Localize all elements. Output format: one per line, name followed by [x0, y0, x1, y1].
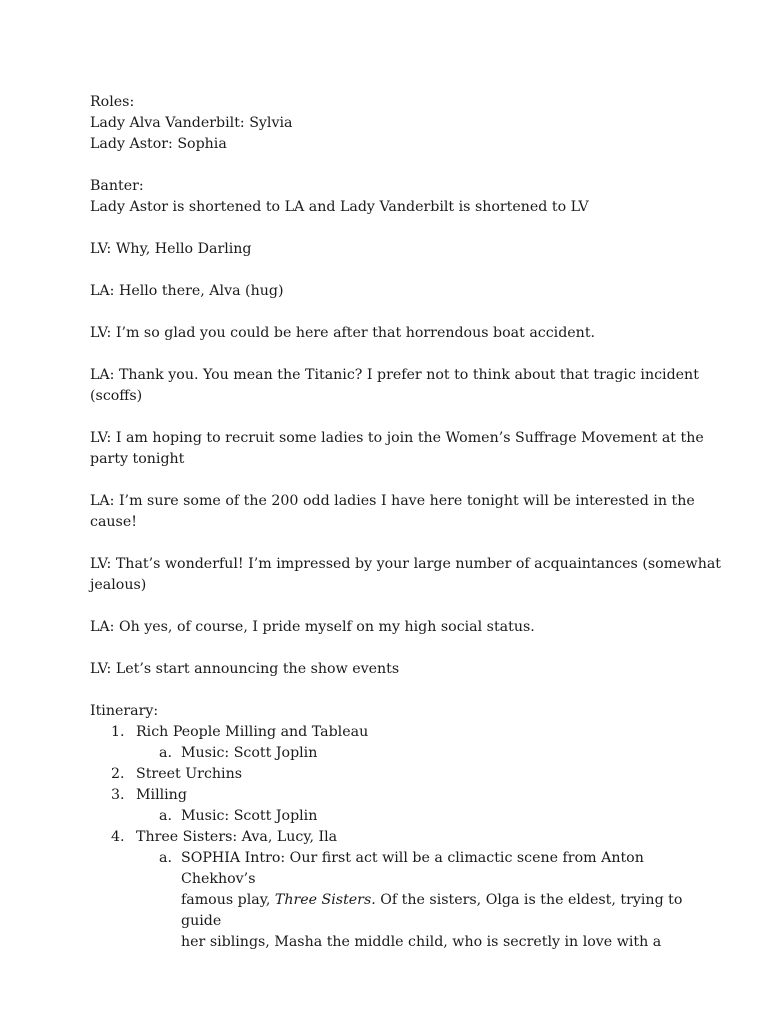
list-number: 1.: [111, 724, 125, 740]
dialogue-line: LV: That’s wonderful! I’m impressed by your large number of acquaintances (somewhat: [90, 556, 721, 572]
dialogue-line: LA: Hello there, Alva (hug): [90, 283, 284, 299]
dialogue-line: LA: Oh yes, of course, I pride myself on my high social status.: [90, 619, 535, 635]
dialogue-line: LV: I’m so glad you could be here after that horrendous boat accident.: [90, 325, 596, 341]
list-item-text: Milling: [136, 787, 187, 803]
role-line-astor: Lady Astor: Sophia: [90, 136, 227, 152]
intro-line-2-start: famous play,: [181, 892, 275, 908]
roles-section: [90, 92, 690, 155]
list-number: 4.: [111, 829, 125, 845]
sub-list-item-text: Music: Scott Joplin: [181, 745, 318, 761]
list-item-text: Three Sisters: Ava, Lucy, Ila: [136, 829, 338, 845]
sub-list-letter: a.: [159, 745, 172, 761]
role-line-vanderbilt: Lady Alva Vanderbilt: Sylvia: [90, 115, 293, 131]
list-item: [90, 764, 690, 785]
intro-line-2-end: Of the sisters, Olga is the eldest, trying to guide: [181, 892, 683, 929]
intro-line-3: her siblings, Masha the middle child, who is secretly in love with a: [181, 934, 662, 950]
dialogue-line: LV: Let’s start announcing the show events: [90, 661, 400, 677]
sub-list-item-intro: [90, 848, 690, 953]
list-number: 2.: [111, 766, 125, 782]
dialogue-line-continued: jealous): [90, 577, 147, 593]
list-item: [90, 827, 690, 848]
itinerary-heading: Itinerary:: [90, 703, 159, 719]
dialogue-line-continued: (scoffs): [90, 388, 143, 404]
dialogue-line-continued: cause!: [90, 514, 137, 530]
sub-list-item: [90, 743, 690, 764]
sub-list-item: [90, 806, 690, 827]
intro-line-2: [90, 890, 690, 932]
dialogue-line-continued: party tonight: [90, 451, 185, 467]
sub-list-letter: a.: [159, 850, 172, 866]
dialogue-paragraph: [90, 554, 721, 596]
dialogue-line: LV: I am hoping to recruit some ladies to join the Women’s Suffrage Movement at the: [90, 430, 704, 446]
dialogue-line: LV: Why, Hello Darling: [90, 241, 252, 257]
dialogue-line: LA: Thank you. You mean the Titanic? I prefer not to think about that tragic incident: [90, 367, 699, 383]
dialogue-line: LA: I’m sure some of the 200 odd ladies I have here tonight will be interested in the: [90, 493, 695, 509]
sub-list-item-text: Music: Scott Joplin: [181, 808, 318, 824]
dialogue-paragraph: [90, 491, 695, 533]
roles-heading: Roles:: [90, 94, 135, 110]
banter-section: [90, 176, 721, 680]
play-title: Three Sisters.: [274, 892, 376, 908]
list-item-text: Rich People Milling and Tableau: [136, 724, 369, 740]
sub-list-letter: a.: [159, 808, 172, 824]
document-page: [90, 92, 721, 953]
itinerary-list: [90, 722, 690, 953]
list-item: [90, 722, 690, 743]
banter-note: Lady Astor is shortened to LA and Lady Vanderbilt is shortened to LV: [90, 199, 589, 215]
intro-line-1: SOPHIA Intro: Our first act will be a climactic scene from Anton Chekhov’s: [181, 850, 644, 887]
list-item: [90, 785, 690, 806]
list-item-text: Street Urchins: [136, 766, 242, 782]
list-number: 3.: [111, 787, 125, 803]
banter-heading: Banter:: [90, 178, 144, 194]
dialogue-paragraph: [90, 365, 699, 407]
itinerary-section: [90, 701, 690, 953]
dialogue-paragraph: [90, 428, 704, 470]
